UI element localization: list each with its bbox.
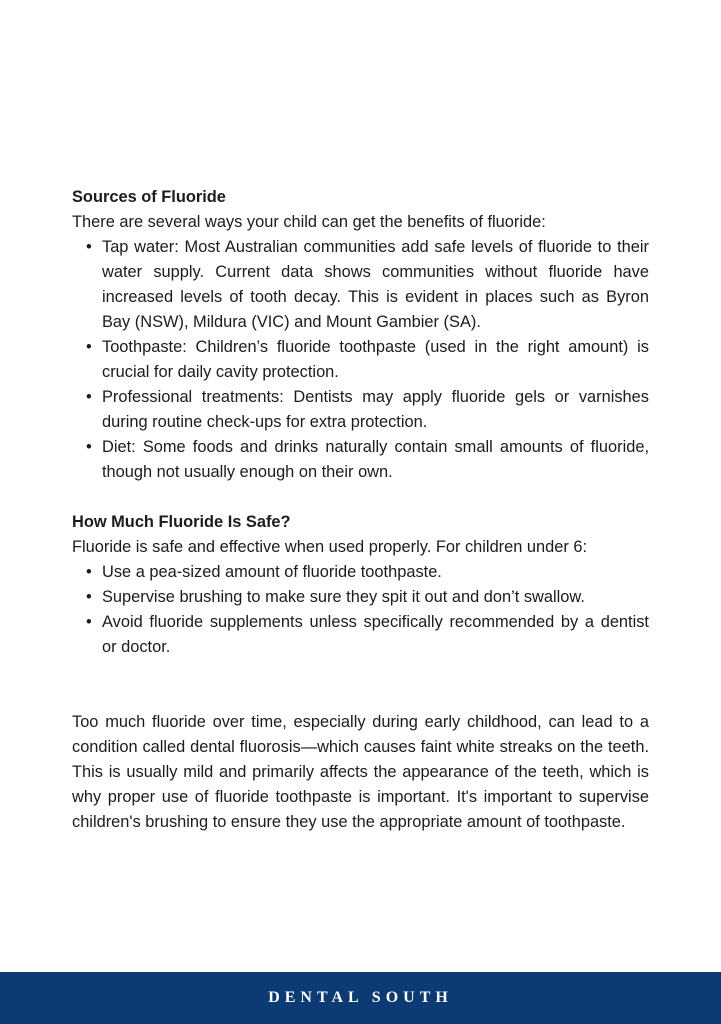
section-spacer [72, 485, 649, 510]
section-intro-sources: There are several ways your child can get the benefits of fluoride: [72, 213, 546, 231]
bullet-icon: • [86, 563, 92, 581]
list-item [72, 610, 649, 660]
bullet-icon: • [86, 238, 92, 256]
bullet-list-safety [72, 560, 649, 660]
list-item [72, 235, 649, 335]
list-item-text: Use a pea-sized amount of fluoride toothpaste. [102, 563, 442, 581]
list-item-text: Professional treatments: Dentists may apply fluoride gels or varnishes during routine check-ups for extra protection. [102, 388, 649, 431]
bullet-icon: • [86, 438, 92, 456]
bullet-icon: • [86, 613, 92, 631]
list-item-text: Supervise brushing to make sure they spit it out and don’t swallow. [102, 588, 585, 606]
list-item-text: Toothpaste: Children’s fluoride toothpaste (used in the right amount) is crucial for daily cavity protection. [102, 338, 649, 381]
section-intro-safety: Fluoride is safe and effective when used properly. For children under 6: [72, 538, 588, 556]
section-heading-safety: How Much Fluoride Is Safe? [72, 513, 291, 531]
list-item [72, 385, 649, 435]
paragraph-spacer [72, 660, 649, 685]
bullet-icon: • [86, 588, 92, 606]
list-item [72, 585, 649, 610]
section-heading-sources: Sources of Fluoride [72, 188, 226, 206]
list-item-text: Tap water: Most Australian communities add safe levels of fluoride to their water supply. Current data shows communities without fluoride have increased levels of tooth decay. This is evident in places such as Byron Bay (NSW), Mildura (VIC) and Mount Gambier (SA). [102, 238, 649, 331]
closing-paragraph: Too much fluoride over time, especially during early childhood, can lead to a condition called dental fluorosis—which causes faint white streaks on the teeth. This is usually mild and primarily affects the appearance of the teeth, which is why proper use of fluoride toothpaste is important. It's important to supervise children's brushing to ensure they use the appropriate amount of toothpaste. [72, 713, 649, 831]
list-item-text: Avoid fluoride supplements unless specifically recommended by a dentist or doctor. [102, 613, 649, 656]
list-item [72, 335, 649, 385]
list-item [72, 560, 649, 585]
bullet-list-sources [72, 235, 649, 485]
paragraph-spacer [72, 685, 649, 710]
brand-name: DENTAL SOUTH [268, 989, 453, 1006]
footer-bar [0, 972, 721, 1024]
list-item-text: Diet: Some foods and drinks naturally contain small amounts of fluoride, though not usually enough on their own. [102, 438, 649, 481]
bullet-icon: • [86, 338, 92, 356]
list-item [72, 435, 649, 485]
bullet-icon: • [86, 388, 92, 406]
document-body [72, 185, 649, 835]
